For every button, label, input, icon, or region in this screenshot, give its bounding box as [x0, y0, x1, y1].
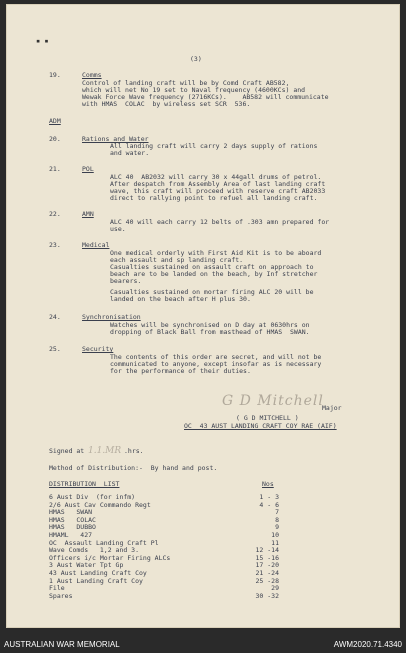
distribution-row-name: HMAML 427: [49, 531, 93, 539]
section-23-line-2: each assault and sp landing craft.: [110, 256, 244, 264]
section-20-line-2: and water.: [110, 149, 150, 157]
section-24-line-2: dropping of Black Ball from masthead of HMAS SWAN.: [110, 328, 310, 336]
section-21-title: POL: [82, 165, 94, 173]
distribution-row-nos: 4 - 6: [259, 500, 279, 509]
section-19-line-2: which will net No 19 set to Naval frequency (4600KCs) and: [82, 86, 306, 94]
distribution-row-name: Spares: [49, 591, 73, 600]
section-25-line-3: for the performance of their duties.: [110, 367, 251, 375]
section-21-line-1: ALC 40 AB2032 will carry 30 x 44gall drums of petrol.: [110, 173, 322, 181]
section-25-title: Security: [82, 345, 114, 353]
distribution-row-nos: 15 -16: [255, 553, 279, 562]
section-22-line-2: use.: [110, 225, 126, 233]
footer-bar: [0, 634, 406, 653]
distribution-row-nos: 11: [271, 538, 279, 547]
signed-at-hrs: .hrs.: [124, 447, 144, 455]
distribution-method: Method of Distribution:- By hand and post.: [49, 464, 218, 472]
distribution-row-name: HMAS SWAN: [49, 508, 93, 517]
section-19-line-4: with HMAS COLAC by wireless set SCR 536.: [82, 100, 251, 108]
section-23-number: 23.: [49, 241, 61, 249]
section-23-line-4: beach are to be landed on the beach, by Inf stretcher: [110, 270, 318, 278]
distribution-row-nos: 29: [271, 584, 279, 593]
signed-at-label: Signed at: [49, 447, 85, 455]
distribution-row-name: 6 Aust Div (for infm): [49, 493, 136, 501]
section-23-line-6: Casualties sustained on mortar firing ALC 20 will be: [110, 288, 314, 296]
section-22-number: 22.: [49, 210, 61, 218]
distribution-row-name: HMAS DUBBO: [49, 523, 96, 532]
distribution-row-name: OC Assault Landing Craft Pl: [49, 538, 159, 547]
section-19-title: Comms: [82, 71, 102, 79]
distribution-row-name: Wave Comds 1,2 and 3.: [49, 546, 140, 555]
section-19-line-1: Control of landing craft will be by Comd Craft AB582,: [82, 79, 290, 87]
distribution-row-name: 1 Aust Landing Craft Coy: [49, 576, 143, 585]
signature-name: ( G D MITCHELL ): [236, 414, 299, 422]
section-21-line-4: direct to rallying point to refuel all landing craft.: [110, 194, 318, 202]
section-22-title: AMN: [82, 210, 94, 218]
distribution-row-nos: 30 -32: [255, 591, 279, 600]
signature-unit: OC 43 AUST LANDING CRAFT COY RAE (AIF): [184, 422, 337, 430]
distribution-row-name: HMAS COLAC: [49, 515, 96, 524]
distribution-row-nos: 12 -14: [255, 546, 279, 555]
signature-rank: Major: [322, 404, 342, 412]
section-24-line-1: Watches will be synchronised on D day at 0630hrs on: [110, 321, 310, 329]
section-23-line-3: Casualties sustained on assault craft on approach to: [110, 263, 314, 271]
distribution-row-nos: 8: [275, 515, 279, 524]
adm-heading: ADM: [49, 117, 61, 125]
distribution-row-name: 2/6 Aust Cav Commando Regt: [49, 500, 151, 509]
section-25-line-1: The contents of this order are secret, and will not be: [110, 353, 322, 361]
distribution-row-nos: 1 - 3: [259, 493, 279, 501]
page-number: (3): [190, 55, 202, 63]
distribution-row-name: 3 Aust Water Tpt Gp: [49, 561, 124, 570]
section-24-title: Synchronisation: [82, 313, 141, 321]
section-20-number: 20.: [49, 135, 61, 143]
nos-heading: Nos: [262, 480, 274, 488]
section-22-line-1: ALC 40 will each carry 12 belts of .303 amn prepared for: [110, 218, 330, 226]
section-23-line-5: bearers.: [110, 277, 142, 285]
section-21-line-3: wave, this craft will proceed with reserve craft AB2033: [110, 187, 326, 195]
section-21-number: 21.: [49, 165, 61, 173]
handwritten-signature: G D Mitchell: [222, 393, 324, 409]
distribution-row-nos: 17 -20: [255, 561, 279, 570]
section-20-title: Rations and Water: [82, 135, 149, 143]
footer-source: AUSTRALIAN WAR MEMORIAL: [4, 640, 120, 649]
footer-catalogue-id: AWM2020.71.4340: [333, 640, 402, 649]
distribution-row-nos: 25 -28: [255, 576, 279, 585]
distribution-row-nos: 7: [275, 508, 279, 517]
section-25-number: 25.: [49, 345, 61, 353]
punch-holes: ▪ ▪: [36, 37, 49, 45]
section-21-line-2: After despatch from Assembly Area of last landing craft: [110, 180, 326, 188]
section-23-title: Medical: [82, 241, 110, 249]
distribution-row-name: Officers i/c Mortar Firing ALCs: [49, 553, 171, 562]
signed-at-stamp: 1.1.MR: [88, 446, 122, 456]
distribution-row-nos: 21 -24: [255, 569, 279, 577]
distribution-row-name: File: [49, 584, 65, 593]
section-20-line-1: All landing craft will carry 2 days supply of rations: [110, 142, 318, 150]
section-25-line-2: communicated to anyone, except insofar as is necessary: [110, 360, 322, 368]
distribution-row-nos: 9: [275, 523, 279, 532]
section-19-line-3: Wewak Force Wave frequency (2716KCs). AB582 will communicate: [82, 93, 329, 101]
section-23-line-1: One medical orderly with First Aid Kit is to be aboard: [110, 249, 322, 257]
distribution-row-nos: 10: [271, 531, 279, 539]
distribution-list-heading: DISTRIBUTION LIST: [49, 480, 120, 488]
section-19-number: 19.: [49, 71, 61, 79]
section-24-number: 24.: [49, 313, 61, 321]
section-23-line-7: landed on the beach after H plus 30.: [110, 295, 251, 303]
distribution-row-name: 43 Aust Landing Craft Coy: [49, 569, 147, 577]
